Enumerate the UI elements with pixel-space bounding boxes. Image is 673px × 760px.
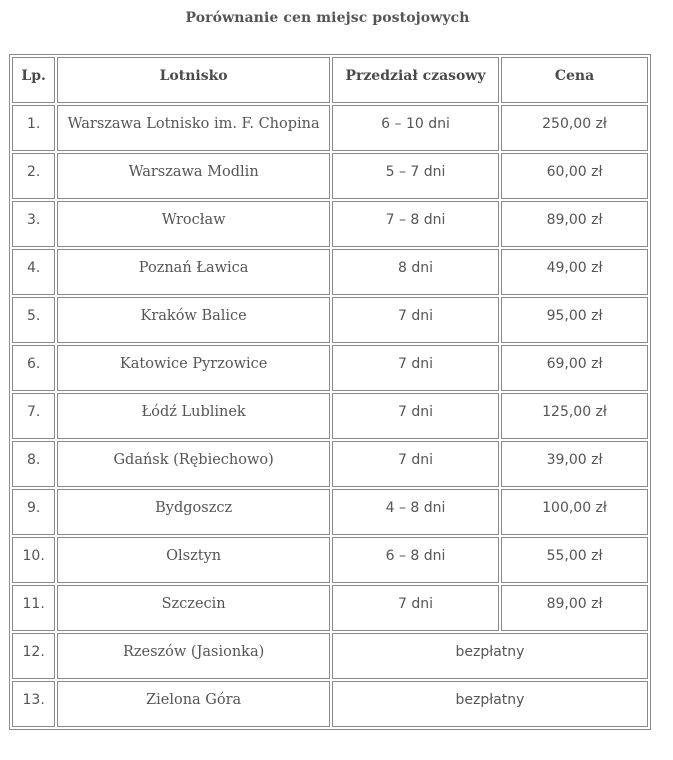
cell-price: 89,00 zł xyxy=(501,585,648,631)
cell-lp: 4. xyxy=(12,249,55,295)
cell-price: 60,00 zł xyxy=(501,153,648,199)
cell-price: 89,00 zł xyxy=(501,201,648,247)
cell-lp: 11. xyxy=(12,585,55,631)
cell-price: 100,00 zł xyxy=(501,489,648,535)
cell-lp: 7. xyxy=(12,393,55,439)
header-row xyxy=(12,57,648,103)
cell-range: 4 – 8 dni xyxy=(332,489,499,535)
table-row xyxy=(12,297,648,343)
cell-lp: 5. xyxy=(12,297,55,343)
header-price: Cena xyxy=(501,57,648,103)
cell-lp: 3. xyxy=(12,201,55,247)
table-row xyxy=(12,393,648,439)
table-row xyxy=(12,489,648,535)
cell-airport: Wrocław xyxy=(57,201,330,247)
cell-airport: Warszawa Lotnisko im. F. Chopina xyxy=(57,105,330,151)
cell-range: 7 dni xyxy=(332,393,499,439)
cell-merged-price: bezpłatny xyxy=(332,633,648,679)
cell-merged-price: bezpłatny xyxy=(332,681,648,727)
cell-range: 6 – 10 dni xyxy=(332,105,499,151)
cell-airport: Warszawa Modlin xyxy=(57,153,330,199)
cell-airport: Olsztyn xyxy=(57,537,330,583)
header-range: Przedział czasowy xyxy=(332,57,499,103)
cell-lp: 13. xyxy=(12,681,55,727)
cell-price: 55,00 zł xyxy=(501,537,648,583)
table-row xyxy=(12,537,648,583)
cell-price: 95,00 zł xyxy=(501,297,648,343)
cell-range: 7 dni xyxy=(332,297,499,343)
table-row xyxy=(12,633,648,679)
cell-range: 6 – 8 dni xyxy=(332,537,499,583)
cell-lp: 8. xyxy=(12,441,55,487)
cell-airport: Poznań Ławica xyxy=(57,249,330,295)
cell-price: 49,00 zł xyxy=(501,249,648,295)
header-airport: Lotnisko xyxy=(57,57,330,103)
cell-price: 69,00 zł xyxy=(501,345,648,391)
table-row xyxy=(12,585,648,631)
cell-range: 5 – 7 dni xyxy=(332,153,499,199)
table-row xyxy=(12,441,648,487)
cell-price: 250,00 zł xyxy=(501,105,648,151)
header-lp: Lp. xyxy=(12,57,55,103)
parking-price-table xyxy=(9,54,651,730)
cell-price: 125,00 zł xyxy=(501,393,648,439)
cell-airport: Szczecin xyxy=(57,585,330,631)
cell-lp: 10. xyxy=(12,537,55,583)
table-row xyxy=(12,345,648,391)
cell-airport: Rzeszów (Jasionka) xyxy=(57,633,330,679)
cell-lp: 2. xyxy=(12,153,55,199)
table-row xyxy=(12,201,648,247)
table-body xyxy=(12,105,648,727)
cell-airport: Bydgoszcz xyxy=(57,489,330,535)
cell-airport: Katowice Pyrzowice xyxy=(57,345,330,391)
table-header xyxy=(12,57,648,103)
cell-range: 8 dni xyxy=(332,249,499,295)
cell-airport: Łódź Lublinek xyxy=(57,393,330,439)
cell-lp: 12. xyxy=(12,633,55,679)
table-row xyxy=(12,681,648,727)
table-caption: Porównanie cen miejsc postojowych xyxy=(185,10,470,26)
cell-airport: Gdańsk (Rębiechowo) xyxy=(57,441,330,487)
table-row xyxy=(12,105,648,151)
table-row xyxy=(12,249,648,295)
cell-lp: 9. xyxy=(12,489,55,535)
table-row xyxy=(12,153,648,199)
cell-range: 7 dni xyxy=(332,585,499,631)
cell-range: 7 dni xyxy=(332,345,499,391)
cell-range: 7 – 8 dni xyxy=(332,201,499,247)
cell-airport: Kraków Balice xyxy=(57,297,330,343)
cell-range: 7 dni xyxy=(332,441,499,487)
cell-lp: 6. xyxy=(12,345,55,391)
cell-price: 39,00 zł xyxy=(501,441,648,487)
cell-lp: 1. xyxy=(12,105,55,151)
cell-airport: Zielona Góra xyxy=(57,681,330,727)
